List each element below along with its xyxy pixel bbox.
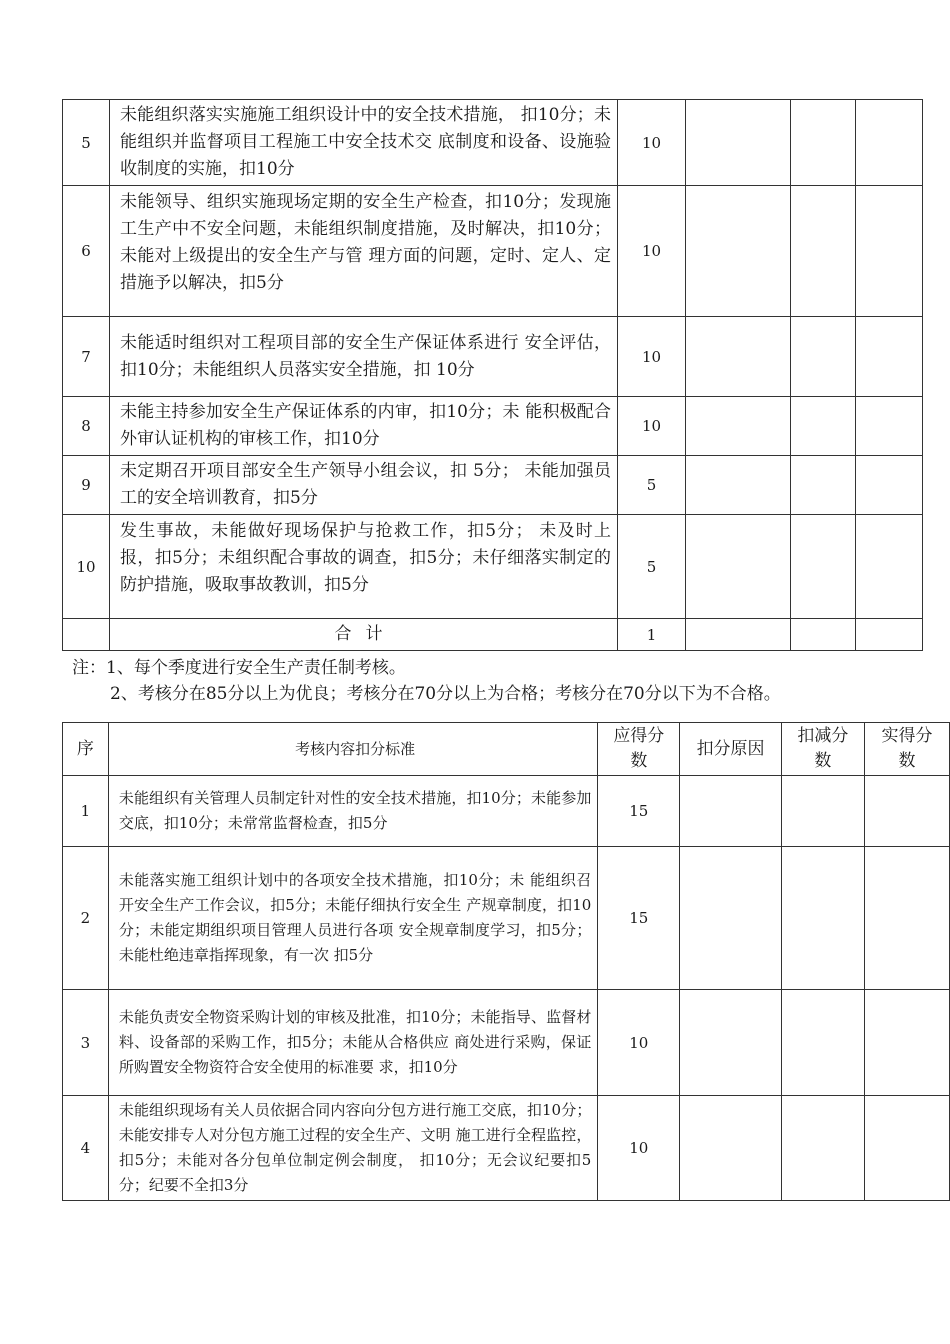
header-num: 序	[63, 723, 109, 776]
table-row	[63, 1096, 950, 1201]
deduction-reason-cell	[686, 456, 791, 515]
actual-score-cell	[864, 1096, 949, 1201]
deduction-reason-cell	[686, 515, 791, 619]
header-content: 考核内容扣分标准	[108, 723, 598, 776]
deduction-reason-cell	[686, 317, 791, 397]
total-deducted-cell	[791, 619, 856, 651]
total-reason-cell	[686, 619, 791, 651]
total-label: 合计	[110, 619, 618, 651]
criteria-text: 未能组织有关管理人员制定针对性的安全技术措施，扣10分；未能参加交底，扣10分；未常常监督检查，扣5分	[108, 776, 598, 847]
total-score: 1	[618, 619, 686, 651]
criteria-text: 未能主持参加安全生产保证体系的内审，扣10分；未 能积极配合外审认证机构的审核工作，扣10分	[110, 397, 618, 456]
criteria-text: 未能组织现场有关人员依据合同内容向分包方进行施工交底，扣10分；未能安排专人对分包方施工过程的安全生产、文明 施工进行全程监控，扣5分；未能对各分包单位制定例会制度， 扣10分；无会议纪要扣5分；纪要不全扣3分	[108, 1096, 598, 1201]
full-score: 5	[618, 515, 686, 619]
actual-score-cell	[864, 776, 949, 847]
criteria-text: 未定期召开项目部安全生产领导小组会议，扣 5分； 未能加强员工的安全培训教育，扣5分	[110, 456, 618, 515]
row-number: 3	[63, 990, 109, 1096]
full-score: 10	[598, 990, 680, 1096]
actual-score-cell	[864, 847, 949, 990]
assessment-table	[62, 722, 950, 1201]
full-score: 10	[598, 1096, 680, 1201]
actual-score-cell	[856, 186, 923, 317]
table-row	[63, 317, 923, 397]
row-number: 9	[63, 456, 110, 515]
table-row	[63, 456, 923, 515]
row-number: 1	[63, 776, 109, 847]
deducted-points-cell	[781, 776, 864, 847]
deduction-reason-cell	[680, 847, 782, 990]
assessment-table-continued	[62, 99, 923, 651]
deduction-reason-cell	[680, 990, 782, 1096]
header-deducted: 扣减分数	[781, 723, 864, 776]
total-row	[63, 619, 923, 651]
criteria-text: 未能负责安全物资采购计划的审核及批准，扣10分；未能指导、监督材料、设备部的采购工作，扣5分；未能从合格供应 商处进行采购，保证所购置安全物资符合安全使用的标准要 求，扣10分	[108, 990, 598, 1096]
table-header-row	[63, 723, 950, 776]
table-row	[63, 515, 923, 619]
row-number: 5	[63, 100, 110, 186]
total-actual-cell	[856, 619, 923, 651]
total-num-cell	[63, 619, 110, 651]
table-row	[63, 776, 950, 847]
deducted-points-cell	[791, 515, 856, 619]
header-actual: 实得分数	[864, 723, 949, 776]
note-line-2: 2、考核分在85分以上为优良；考核分在70分以上为合格；考核分在70分以下为不合格。	[110, 684, 781, 704]
row-number: 4	[63, 1096, 109, 1201]
row-number: 6	[63, 186, 110, 317]
deduction-reason-cell	[686, 100, 791, 186]
full-score: 10	[618, 100, 686, 186]
actual-score-cell	[856, 100, 923, 186]
full-score: 15	[598, 847, 680, 990]
deducted-points-cell	[781, 1096, 864, 1201]
deduction-reason-cell	[680, 776, 782, 847]
row-number: 8	[63, 397, 110, 456]
table-row	[63, 100, 923, 186]
table-row	[63, 186, 923, 317]
full-score: 10	[618, 317, 686, 397]
deducted-points-cell	[791, 100, 856, 186]
deduction-reason-cell	[686, 397, 791, 456]
note-line-1: 注：1、每个季度进行安全生产责任制考核。	[72, 658, 406, 678]
actual-score-cell	[856, 397, 923, 456]
table-row	[63, 397, 923, 456]
full-score: 10	[618, 186, 686, 317]
deducted-points-cell	[781, 990, 864, 1096]
table-row	[63, 847, 950, 990]
criteria-text: 未能适时组织对工程项目部的安全生产保证体系进行 安全评估，扣10分；未能组织人员落实安全措施，扣 10分	[110, 317, 618, 397]
actual-score-cell	[856, 317, 923, 397]
actual-score-cell	[864, 990, 949, 1096]
notes-block	[72, 655, 781, 707]
deduction-reason-cell	[686, 186, 791, 317]
full-score: 5	[618, 456, 686, 515]
row-number: 2	[63, 847, 109, 990]
full-score: 15	[598, 776, 680, 847]
row-number: 7	[63, 317, 110, 397]
header-reason: 扣分原因	[680, 723, 782, 776]
criteria-text: 未能组织落实实施施工组织设计中的安全技术措施， 扣10分；未能组织并监督项目工程施工中安全技术交 底制度和设备、设施验收制度的实施，扣10分	[110, 100, 618, 186]
row-number: 10	[63, 515, 110, 619]
actual-score-cell	[856, 456, 923, 515]
criteria-text: 未能落实施工组织计划中的各项安全技术措施，扣10分；未 能组织召开安全生产工作会议，扣5分；未能仔细执行安全生 产规章制度，扣10分；未能定期组织项目管理人员进行各项 安全规章制度学习，扣5分；未能杜绝违章指挥现象，有一次 扣5分	[108, 847, 598, 990]
table-row	[63, 990, 950, 1096]
full-score: 10	[618, 397, 686, 456]
criteria-text: 未能领导、组织实施现场定期的安全生产检查，扣10分；发现施工生产中不安全问题，未能组织制度措施，及时解决，扣10分；未能对上级提出的安全生产与管 理方面的问题，定时、定人、定措施予以解决，扣5分	[110, 186, 618, 317]
header-full-score: 应得分数	[598, 723, 680, 776]
deducted-points-cell	[791, 456, 856, 515]
deducted-points-cell	[791, 397, 856, 456]
criteria-text: 发生事故，未能做好现场保护与抢救工作，扣5分； 未及时上报，扣5分；未组织配合事故的调查，扣5分；未仔细落实制定的防护措施，吸取事故教训，扣5分	[110, 515, 618, 619]
deducted-points-cell	[791, 317, 856, 397]
actual-score-cell	[856, 515, 923, 619]
deducted-points-cell	[781, 847, 864, 990]
deducted-points-cell	[791, 186, 856, 317]
deduction-reason-cell	[680, 1096, 782, 1201]
